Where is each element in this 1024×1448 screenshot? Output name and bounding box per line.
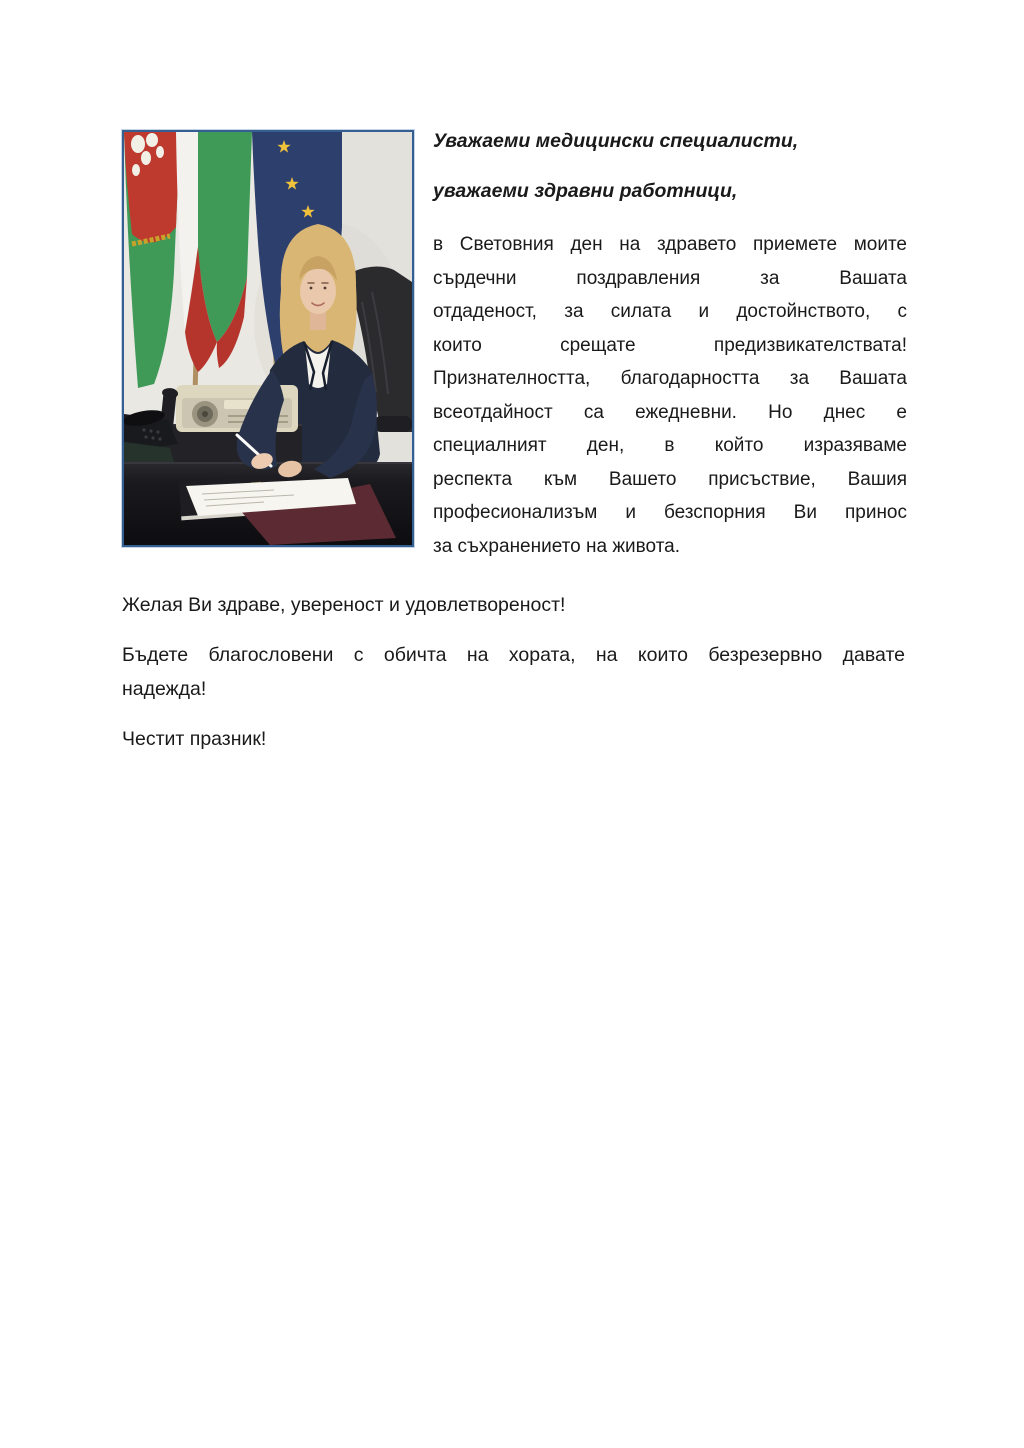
letter-column <box>433 128 907 563</box>
text-line: респекта към Вашето присъствие, Вашия <box>433 468 907 490</box>
official-photo <box>122 130 414 547</box>
wish-paragraph: Желая Ви здраве, увереност и удовлетвореност! <box>122 594 566 616</box>
blessing-paragraph <box>122 638 905 706</box>
text-line: отдаденост, за силата и достойнството, с <box>433 301 907 322</box>
text-line: специалният ден, в който изразяваме <box>433 435 907 456</box>
photo-illustration <box>124 132 412 545</box>
text-line: Признателността, благодарността за Вашата <box>433 368 907 389</box>
text-line: в Световния ден на здравето приемете моите <box>433 234 907 255</box>
text-line: надежда! <box>122 678 207 700</box>
salutation-line-2: уважаеми здравни работници, <box>433 180 738 202</box>
text-line: сърдечни поздравления за Вашата <box>433 267 907 289</box>
letter-body-paragraph <box>433 228 907 563</box>
text-line: за съхранението на живота. <box>433 535 681 557</box>
face <box>300 268 336 314</box>
letter-closing <box>122 588 905 756</box>
congrats-paragraph: Честит празник! <box>122 728 267 750</box>
text-line: Бъдете благословени с обичта на хората, на които безрезервно давате <box>122 644 905 666</box>
text-line: професионализъм и безспорния Ви принос <box>433 502 907 523</box>
text-line: които срещате предизвикателствата! <box>433 334 907 356</box>
salutation-line-1: Уважаеми медицински специалисти, <box>433 130 799 152</box>
text-line: всеотдайност са ежедневни. Но днес е <box>433 401 907 423</box>
